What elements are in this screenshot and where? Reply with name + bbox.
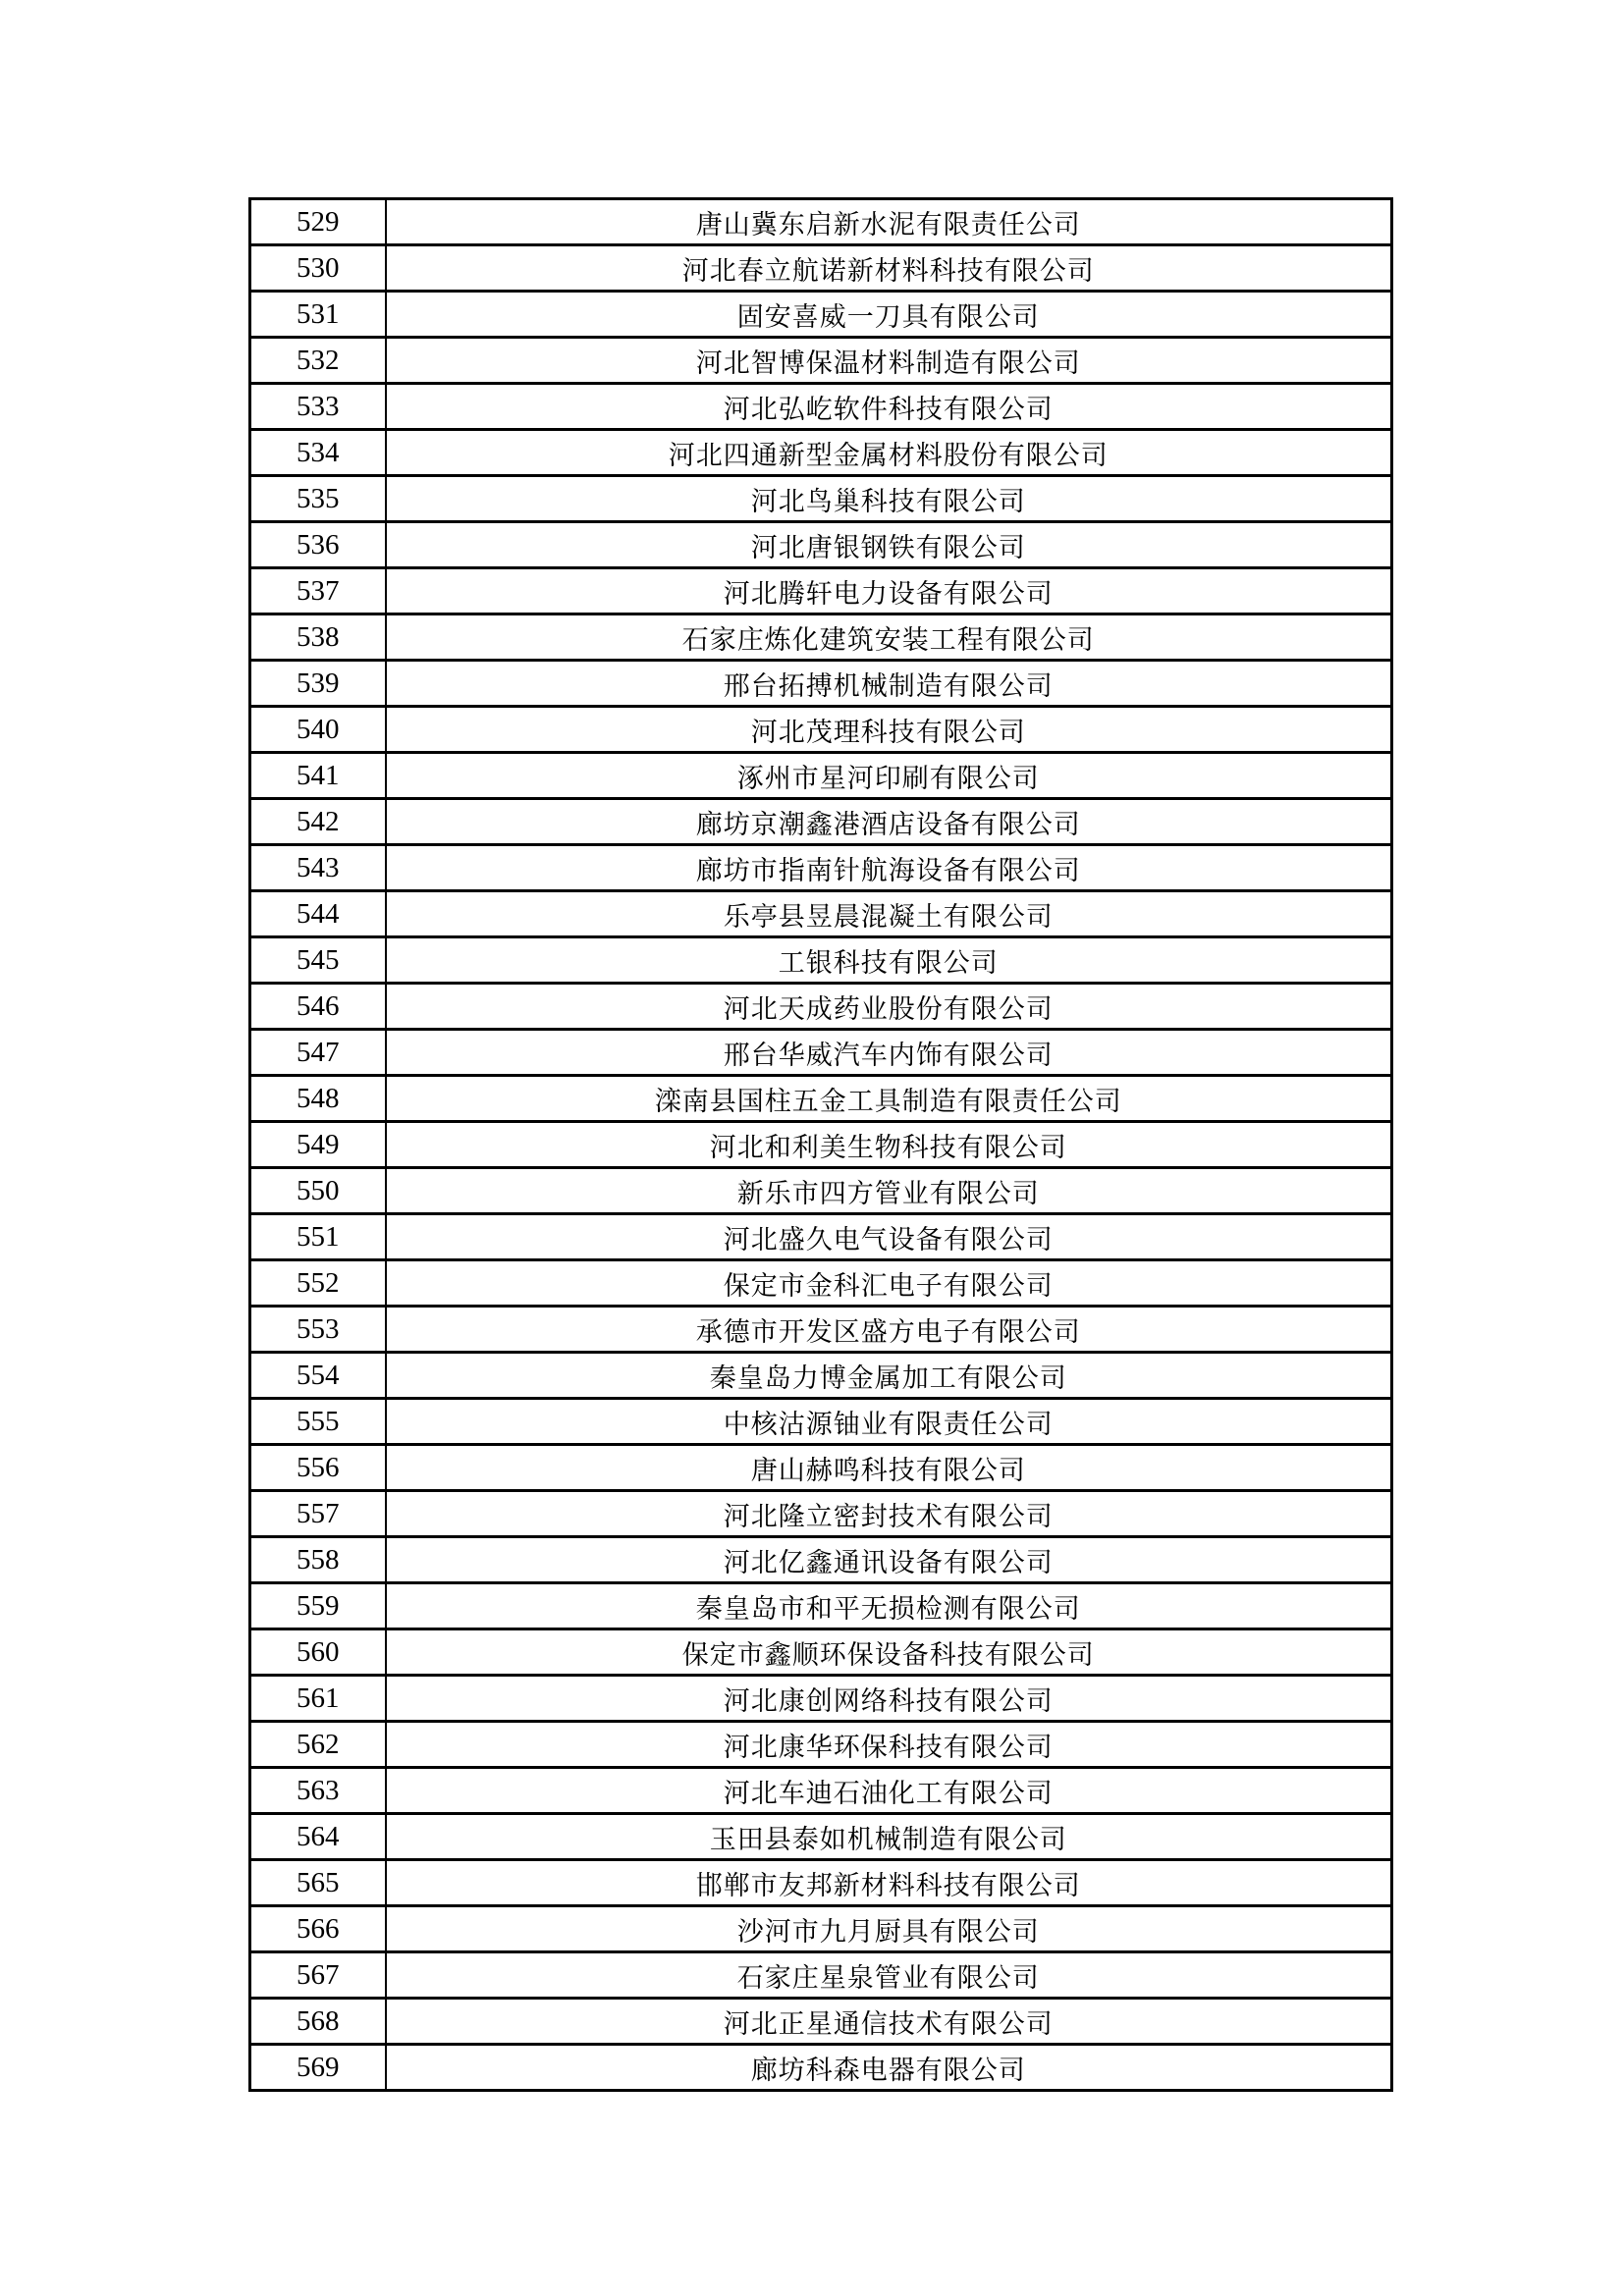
company-name-cell: 秦皇岛力博金属加工有限公司 xyxy=(386,1353,1392,1399)
row-number-cell: 568 xyxy=(250,1999,386,2045)
company-name-cell: 河北康创网络科技有限公司 xyxy=(386,1676,1392,1722)
row-number-cell: 559 xyxy=(250,1583,386,1629)
company-name-cell: 廊坊京潮鑫港酒店设备有限公司 xyxy=(386,799,1392,845)
company-name-cell: 工银科技有限公司 xyxy=(386,937,1392,984)
row-number-cell: 565 xyxy=(250,1860,386,1906)
company-name-cell: 河北康华环保科技有限公司 xyxy=(386,1722,1392,1768)
company-name-cell: 新乐市四方管业有限公司 xyxy=(386,1168,1392,1214)
row-number-cell: 550 xyxy=(250,1168,386,1214)
company-name-cell: 河北腾轩电力设备有限公司 xyxy=(386,568,1392,614)
row-number-cell: 536 xyxy=(250,522,386,568)
row-number-cell: 542 xyxy=(250,799,386,845)
row-number-cell: 543 xyxy=(250,845,386,891)
company-name-cell: 河北亿鑫通讯设备有限公司 xyxy=(386,1537,1392,1583)
row-number-cell: 561 xyxy=(250,1676,386,1722)
row-number-cell: 563 xyxy=(250,1768,386,1814)
row-number-cell: 552 xyxy=(250,1260,386,1307)
table-row xyxy=(250,1722,1392,1768)
table-row xyxy=(250,1491,1392,1537)
table-row xyxy=(250,476,1392,522)
company-name-cell: 石家庄炼化建筑安装工程有限公司 xyxy=(386,614,1392,661)
table-row xyxy=(250,1676,1392,1722)
table-row xyxy=(250,384,1392,430)
row-number-cell: 541 xyxy=(250,753,386,799)
table-row xyxy=(250,1076,1392,1122)
table-row xyxy=(250,1445,1392,1491)
row-number-cell: 545 xyxy=(250,937,386,984)
company-name-cell: 河北车迪石油化工有限公司 xyxy=(386,1768,1392,1814)
company-name-cell: 邢台华威汽车内饰有限公司 xyxy=(386,1030,1392,1076)
company-name-cell: 固安喜威一刀具有限公司 xyxy=(386,292,1392,338)
table-row xyxy=(250,1260,1392,1307)
company-name-cell: 河北盛久电气设备有限公司 xyxy=(386,1214,1392,1260)
row-number-cell: 569 xyxy=(250,2045,386,2091)
row-number-cell: 538 xyxy=(250,614,386,661)
company-name-cell: 河北正星通信技术有限公司 xyxy=(386,1999,1392,2045)
table-row xyxy=(250,199,1392,245)
table-row xyxy=(250,1999,1392,2045)
row-number-cell: 556 xyxy=(250,1445,386,1491)
company-name-cell: 唐山冀东启新水泥有限责任公司 xyxy=(386,199,1392,245)
company-name-cell: 石家庄星泉管业有限公司 xyxy=(386,1952,1392,1999)
company-list-table xyxy=(248,197,1393,2092)
company-name-cell: 河北和利美生物科技有限公司 xyxy=(386,1122,1392,1168)
company-name-cell: 河北隆立密封技术有限公司 xyxy=(386,1491,1392,1537)
table-row xyxy=(250,799,1392,845)
company-name-cell: 涿州市星河印刷有限公司 xyxy=(386,753,1392,799)
row-number-cell: 558 xyxy=(250,1537,386,1583)
company-name-cell: 河北茂理科技有限公司 xyxy=(386,707,1392,753)
table-row xyxy=(250,1860,1392,1906)
row-number-cell: 537 xyxy=(250,568,386,614)
table-row xyxy=(250,1353,1392,1399)
table-row xyxy=(250,614,1392,661)
row-number-cell: 534 xyxy=(250,430,386,476)
company-name-cell: 保定市金科汇电子有限公司 xyxy=(386,1260,1392,1307)
company-name-cell: 保定市鑫顺环保设备科技有限公司 xyxy=(386,1629,1392,1676)
row-number-cell: 560 xyxy=(250,1629,386,1676)
company-name-cell: 中核沽源铀业有限责任公司 xyxy=(386,1399,1392,1445)
table-row xyxy=(250,1399,1392,1445)
table-row xyxy=(250,1768,1392,1814)
company-name-cell: 秦皇岛市和平无损检测有限公司 xyxy=(386,1583,1392,1629)
table-row xyxy=(250,1629,1392,1676)
row-number-cell: 548 xyxy=(250,1076,386,1122)
table-row xyxy=(250,1906,1392,1952)
table-row xyxy=(250,891,1392,937)
company-name-cell: 邢台拓搏机械制造有限公司 xyxy=(386,661,1392,707)
table-row xyxy=(250,753,1392,799)
table-row xyxy=(250,1814,1392,1860)
row-number-cell: 532 xyxy=(250,338,386,384)
table-row xyxy=(250,1168,1392,1214)
row-number-cell: 551 xyxy=(250,1214,386,1260)
table-row xyxy=(250,522,1392,568)
company-name-cell: 河北智博保温材料制造有限公司 xyxy=(386,338,1392,384)
row-number-cell: 555 xyxy=(250,1399,386,1445)
company-name-cell: 承德市开发区盛方电子有限公司 xyxy=(386,1307,1392,1353)
company-name-cell: 河北四通新型金属材料股份有限公司 xyxy=(386,430,1392,476)
row-number-cell: 539 xyxy=(250,661,386,707)
row-number-cell: 557 xyxy=(250,1491,386,1537)
table-row xyxy=(250,338,1392,384)
company-table-body xyxy=(250,199,1392,2091)
row-number-cell: 535 xyxy=(250,476,386,522)
company-name-cell: 玉田县泰如机械制造有限公司 xyxy=(386,1814,1392,1860)
row-number-cell: 567 xyxy=(250,1952,386,1999)
table-row xyxy=(250,937,1392,984)
company-name-cell: 乐亭县昱晨混凝土有限公司 xyxy=(386,891,1392,937)
row-number-cell: 533 xyxy=(250,384,386,430)
table-row xyxy=(250,1307,1392,1353)
table-row xyxy=(250,292,1392,338)
company-name-cell: 廊坊市指南针航海设备有限公司 xyxy=(386,845,1392,891)
table-row xyxy=(250,1583,1392,1629)
company-name-cell: 河北鸟巢科技有限公司 xyxy=(386,476,1392,522)
row-number-cell: 562 xyxy=(250,1722,386,1768)
company-name-cell: 河北弘屹软件科技有限公司 xyxy=(386,384,1392,430)
row-number-cell: 531 xyxy=(250,292,386,338)
table-row xyxy=(250,568,1392,614)
row-number-cell: 546 xyxy=(250,984,386,1030)
row-number-cell: 530 xyxy=(250,245,386,292)
table-row xyxy=(250,984,1392,1030)
table-row xyxy=(250,661,1392,707)
company-name-cell: 河北春立航诺新材料科技有限公司 xyxy=(386,245,1392,292)
table-row xyxy=(250,1214,1392,1260)
row-number-cell: 554 xyxy=(250,1353,386,1399)
table-row xyxy=(250,707,1392,753)
row-number-cell: 529 xyxy=(250,199,386,245)
row-number-cell: 566 xyxy=(250,1906,386,1952)
company-name-cell: 唐山赫鸣科技有限公司 xyxy=(386,1445,1392,1491)
company-name-cell: 滦南县国柱五金工具制造有限责任公司 xyxy=(386,1076,1392,1122)
company-name-cell: 廊坊科森电器有限公司 xyxy=(386,2045,1392,2091)
table-row xyxy=(250,845,1392,891)
table-row xyxy=(250,430,1392,476)
table-row xyxy=(250,1030,1392,1076)
row-number-cell: 549 xyxy=(250,1122,386,1168)
table-row xyxy=(250,2045,1392,2091)
company-name-cell: 邯郸市友邦新材料科技有限公司 xyxy=(386,1860,1392,1906)
company-name-cell: 河北天成药业股份有限公司 xyxy=(386,984,1392,1030)
row-number-cell: 540 xyxy=(250,707,386,753)
table-row xyxy=(250,1122,1392,1168)
company-name-cell: 河北唐银钢铁有限公司 xyxy=(386,522,1392,568)
table-row xyxy=(250,1952,1392,1999)
company-name-cell: 沙河市九月厨具有限公司 xyxy=(386,1906,1392,1952)
table-row xyxy=(250,1537,1392,1583)
row-number-cell: 544 xyxy=(250,891,386,937)
row-number-cell: 553 xyxy=(250,1307,386,1353)
table-row xyxy=(250,245,1392,292)
row-number-cell: 564 xyxy=(250,1814,386,1860)
row-number-cell: 547 xyxy=(250,1030,386,1076)
